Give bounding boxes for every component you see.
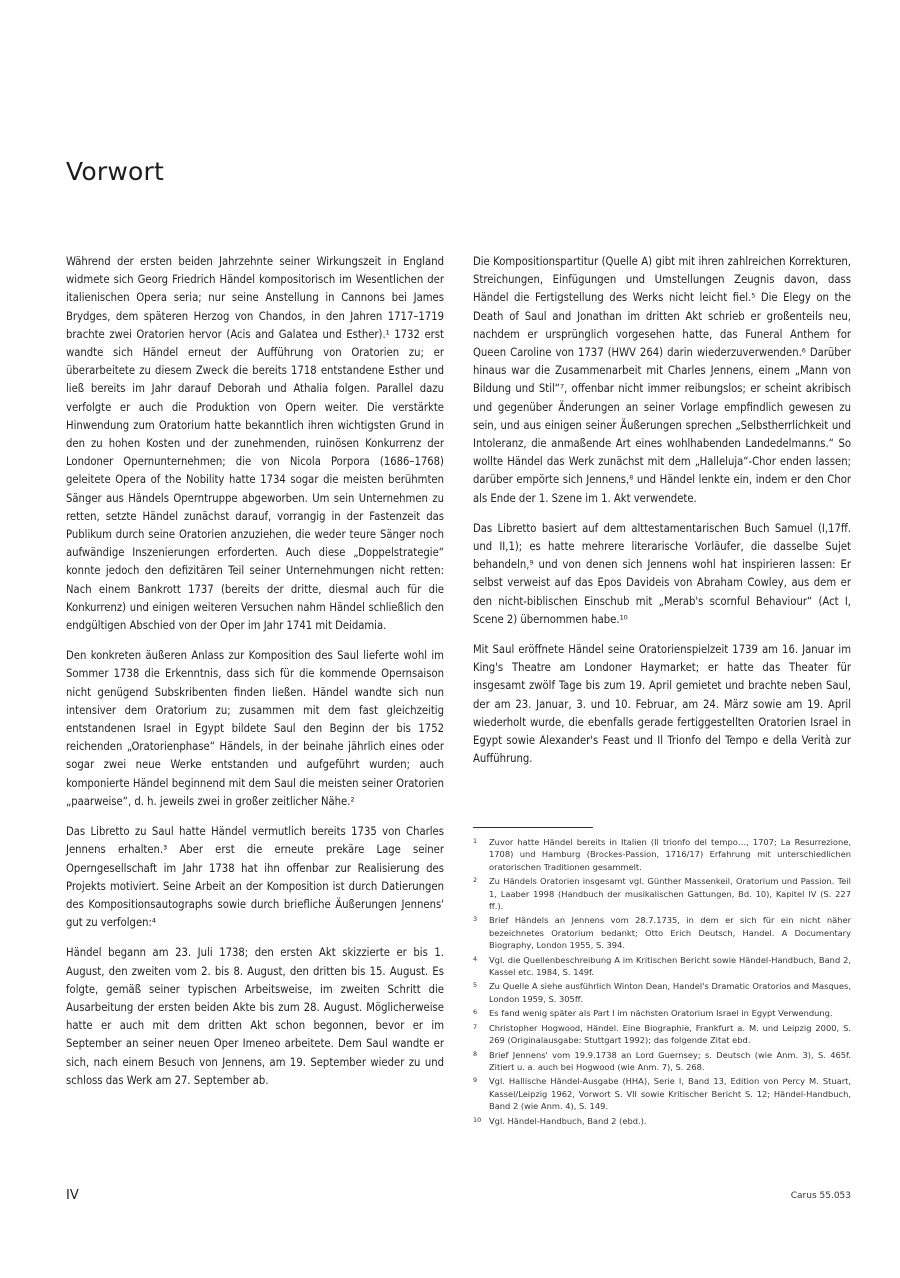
paragraph: Das Libretto basiert auf dem alttestamentarischen Buch Samuel (I,17ff. und II,1); es hatte mehrere literarische Vorläufer, die dasselbe Sujet behandeln,⁹ und von denen sich Jennens wohl hat inspirieren lassen: Er selbst verweist auf das Epos Davideis von Abraham Cowley, aus dem er den nicht-biblischen Einschub mit „Merab's scornful Behaviour“ (Act I, Scene 2) übernommen habe.¹⁰ — [473, 521, 851, 626]
publisher-number: Carus 55.053 — [790, 1191, 851, 1201]
paragraph: Die Kompositionspartitur (Quelle A) gibt mit ihren zahlreichen Korrekturen, Streichungen, Einfügungen und Umstellungen Zeugnis davon, dass Händel die Fertigstellung des Werks nicht leicht fiel.⁵ Die Elegy on the Death of Saul and Jonathan im dritten Akt schrieb er großenteils neu, nachdem er ursprünglich vorgesehen hatte, das Funeral Anthem for Queen Caroline von 1737 (HWV 264) darin wiederzuverwenden.⁶ Darüber hinaus war die Zusammenarbeit mit Charles Jennens, einem „Mann von Bildung und Stil“⁷, offenbar nicht immer reibungslos; er scheint akribisch und gegenüber Änderungen an seiner Vorlage empfindlich gewesen zu sein, und aus einigen seiner Äußerungen sprechen „Selbstherrlichkeit und Intoleranz, die anmaßende Art eines wohlhabenden Landedelmanns.“ So wollte Händel das Werk zunächst mit dem „Halleluja“-Chor enden lassen; darüber empörte sich Jennens,⁸ und Händel lenkte ein, indem er den Chor als Ende der 1. Szene im 1. Akt verwendete. — [473, 255, 851, 505]
footnote — [473, 914, 851, 951]
footnote-text: Brief Jennens' vom 19.9.1738 an Lord Guernsey; s. Deutsch (wie Anm. 3), S. 465f. Zitiert u. a. auch bei Hogwood (wie Anm. 7), S. 268. — [489, 1049, 851, 1072]
paragraph: Während der ersten beiden Jahrzehnte seiner Wirkungszeit in England widmete sich Georg Friedrich Händel kompositorisch im Wesentlichen der italienischen Opera seria; nur seine Anstellung in Cannons bei James Brydges, dem späteren Herzog von Chandos, in den Jahren 1717–1719 brachte zwei Oratorien hervor (Acis and Galatea und Esther).¹ 1732 erst wandte sich Händel erneut der Aufführung von Oratorien zu; er überarbeitete zu diesem Zweck die bereits 1718 entstandene Esther und ließ bereits im Jahr darauf Deborah und Athalia folgen. Parallel dazu verfolgte er auch die Produktion von Opern weiter. Die verstärkte Hinwendung zum Oratorium hatte bekanntlich ihren wichtigsten Grund in den zu hohen Kosten und der zunehmenden, ruinösen Konkurrenz der Londoner Opernunternehmen; die von Nicola Porpora (1686–1768) geleitete Opera of the Nobility hatte 1734 sogar die meisten berühmten Sänger aus Händels Operntruppe abgeworben. Um sein Unternehmen zu retten, setzte Händel zunächst darauf, vorrangig in der Fastenzeit das Publikum durch seine Oratorien anzuziehen, die weder teure Sänger noch aufwändige Inszenierungen erforderten. Auch diese „Doppelstrategie“ konnte jedoch den defizitären Teil seiner Unternehmungen nicht retten: Nach einem Bankrott 1737 (bereits der dritte, diesmal auch für die Konkurrenz) und einigen weiteren Versuchen nahm Händel schließlich den endgültigen Abschied von der Oper im Jahr 1741 mit Deidamia. — [66, 255, 444, 633]
footnote — [473, 1022, 851, 1047]
paragraph: Händel begann am 23. Juli 1738; den ersten Akt skizzierte er bis 1. August, den zweiten vom 2. bis 8. August, den dritten bis 15. August. Es folgte, gemäß seiner typischen Arbeitsweise, im zweiten Schritt die Ausarbeitung der ersten beiden Akte bis zum 28. August. Möglicherweise hatte er auch mit dem dritten Akt schon begonnen, bevor er im September an seiner neuen Oper Imeneo arbeitete. Dem Saul wandte er sich, nach einem Besuch von Jennens, am 19. September wieder zu und schloss das Werk am 27. September ab. — [66, 946, 444, 1087]
footnote — [473, 1075, 851, 1112]
footnote-number: 5 — [473, 981, 478, 990]
footnote-text: Brief Händels an Jennens vom 28.7.1735, in dem er sich für ein nicht näher bezeichnetes Oratorium bedankt; Otto Erich Deutsch, Handel. A Documentary Biography, London 1955, S. 394. — [489, 915, 851, 951]
footnote-text: Vgl. Händel-Handbuch, Band 2 (ebd.). — [489, 1115, 647, 1126]
footnote-number: 4 — [473, 954, 478, 963]
footnote-text: Zu Quelle A siehe ausführlich Winton Dean, Handel's Dramatic Oratorios and Masques, London 1959, S. 305ff. — [489, 981, 851, 1004]
footnote-number: 6 — [473, 1008, 478, 1017]
footnote — [473, 875, 851, 912]
paragraph: Den konkreten äußeren Anlass zur Komposition des Saul lieferte wohl im Sommer 1738 die Erkenntnis, dass sich für die kommende Opernsaison nicht genügend Subskribenten finden ließen. Händel wandte sich nun intensiver dem Oratorium zu; zusammen mit dem fast gleichzeitig entstandenen Israel in Egypt bildete Saul den Beginn der bis 1752 reichenden „Oratorienphase“ Händels, in der beinahe jährlich eines oder sogar zwei neue Werke entstanden und aufgeführt wurden; auch komponierte Händel beginnend mit dem Saul die meisten seiner Oratorien „paarweise“, d. h. jeweils zwei in großer zeitlicher Nähe.² — [66, 649, 444, 808]
footnote — [473, 980, 851, 1005]
footnote — [473, 954, 851, 979]
footnote-number: 3 — [473, 915, 478, 924]
footnote-text: Vgl. Hallische Händel-Ausgabe (HHA), Serie I, Band 13, Edition von Percy M. Stuart, Kassel/Leipzig 1962, Vorwort S. VII sowie Kritischer Bericht S. 12; Händel-Handbuch, Band 2 (wie Anm. 4), S. 149. — [489, 1076, 851, 1112]
footnote-divider — [473, 827, 593, 828]
footnote-number: 7 — [473, 1022, 478, 1031]
right-column — [473, 253, 851, 768]
left-column — [66, 253, 444, 1090]
footnote — [473, 1007, 851, 1019]
paragraph: Mit Saul eröffnete Händel seine Oratorienspielzeit 1739 am 16. Januar im King's Theatre am Londoner Haymarket; er hatte das Theater für insgesamt zwölf Tage bis zum 19. April gemietet und brachte neben Saul, der am 23. Januar, 3. und 10. Februar, am 24. März sowie am 19. April wiederholt wurde, die ebenfalls gerade fertiggestellten Oratorien Israel in Egypt sowie Alexander's Feast und Il Trionfo del Tempo e della Verità zur Aufführung. — [473, 643, 851, 766]
footnote-number: 10 — [473, 1115, 482, 1124]
footnote-number: 8 — [473, 1049, 478, 1058]
footnote — [473, 1049, 851, 1074]
footnote-number: 9 — [473, 1076, 478, 1085]
footnote — [473, 836, 851, 873]
footnote-number: 1 — [473, 837, 478, 845]
paragraph: Das Libretto zu Saul hatte Händel vermutlich bereits 1735 von Charles Jennens erhalten.³ Aber erst die erneute prekäre Lage seiner Operngesellschaft im Jahr 1738 hat ihn offenbar zur Realisierung des Projekts motiviert. Seine Arbeit an der Komposition ist durch Datierungen des Kompositionsautographs sowie durch briefliche Äußerungen Jennens' gut zu verfolgen:⁴ — [66, 825, 444, 930]
footnote-text: Vgl. die Quellenbeschreibung A im Kritischen Bericht sowie Händel-Handbuch, Band 2, Kassel etc. 1984, S. 149f. — [489, 954, 851, 978]
footnote-text: Christopher Hogwood, Händel. Eine Biographie, Frankfurt a. M. und Leipzig 2000, S. 269 (Originalausgabe: Stuttgart 1992); das folgende Zitat ebd. — [489, 1022, 851, 1046]
footnotes — [473, 827, 851, 1129]
footnote — [473, 1115, 851, 1127]
footnote-text: Es fand wenig später als Part I im nächsten Oratorium Israel in Egypt Verwendung. — [489, 1008, 833, 1019]
footnote-text: Zuvor hatte Händel bereits in Italien (Il trionfo del tempo…, 1707; La Resurrezione, 1708) und Hamburg (Brockes-Passion, 1716/17) Erfahrung mit unterschiedlichen oratorischen Traditionen gesammelt. — [489, 837, 851, 872]
page-title: Vorwort — [66, 156, 164, 186]
footnote-number: 2 — [473, 876, 478, 885]
footnote-text: Zu Händels Oratorien insgesamt vgl. Günther Massenkeil, Oratorium und Passion. Teil 1, Laaber 1998 (Handbuch der musikalischen Gattungen, Bd. 10), Kapitel IV (S. 227 ff.). — [489, 876, 851, 912]
page-number: IV — [66, 1188, 79, 1203]
